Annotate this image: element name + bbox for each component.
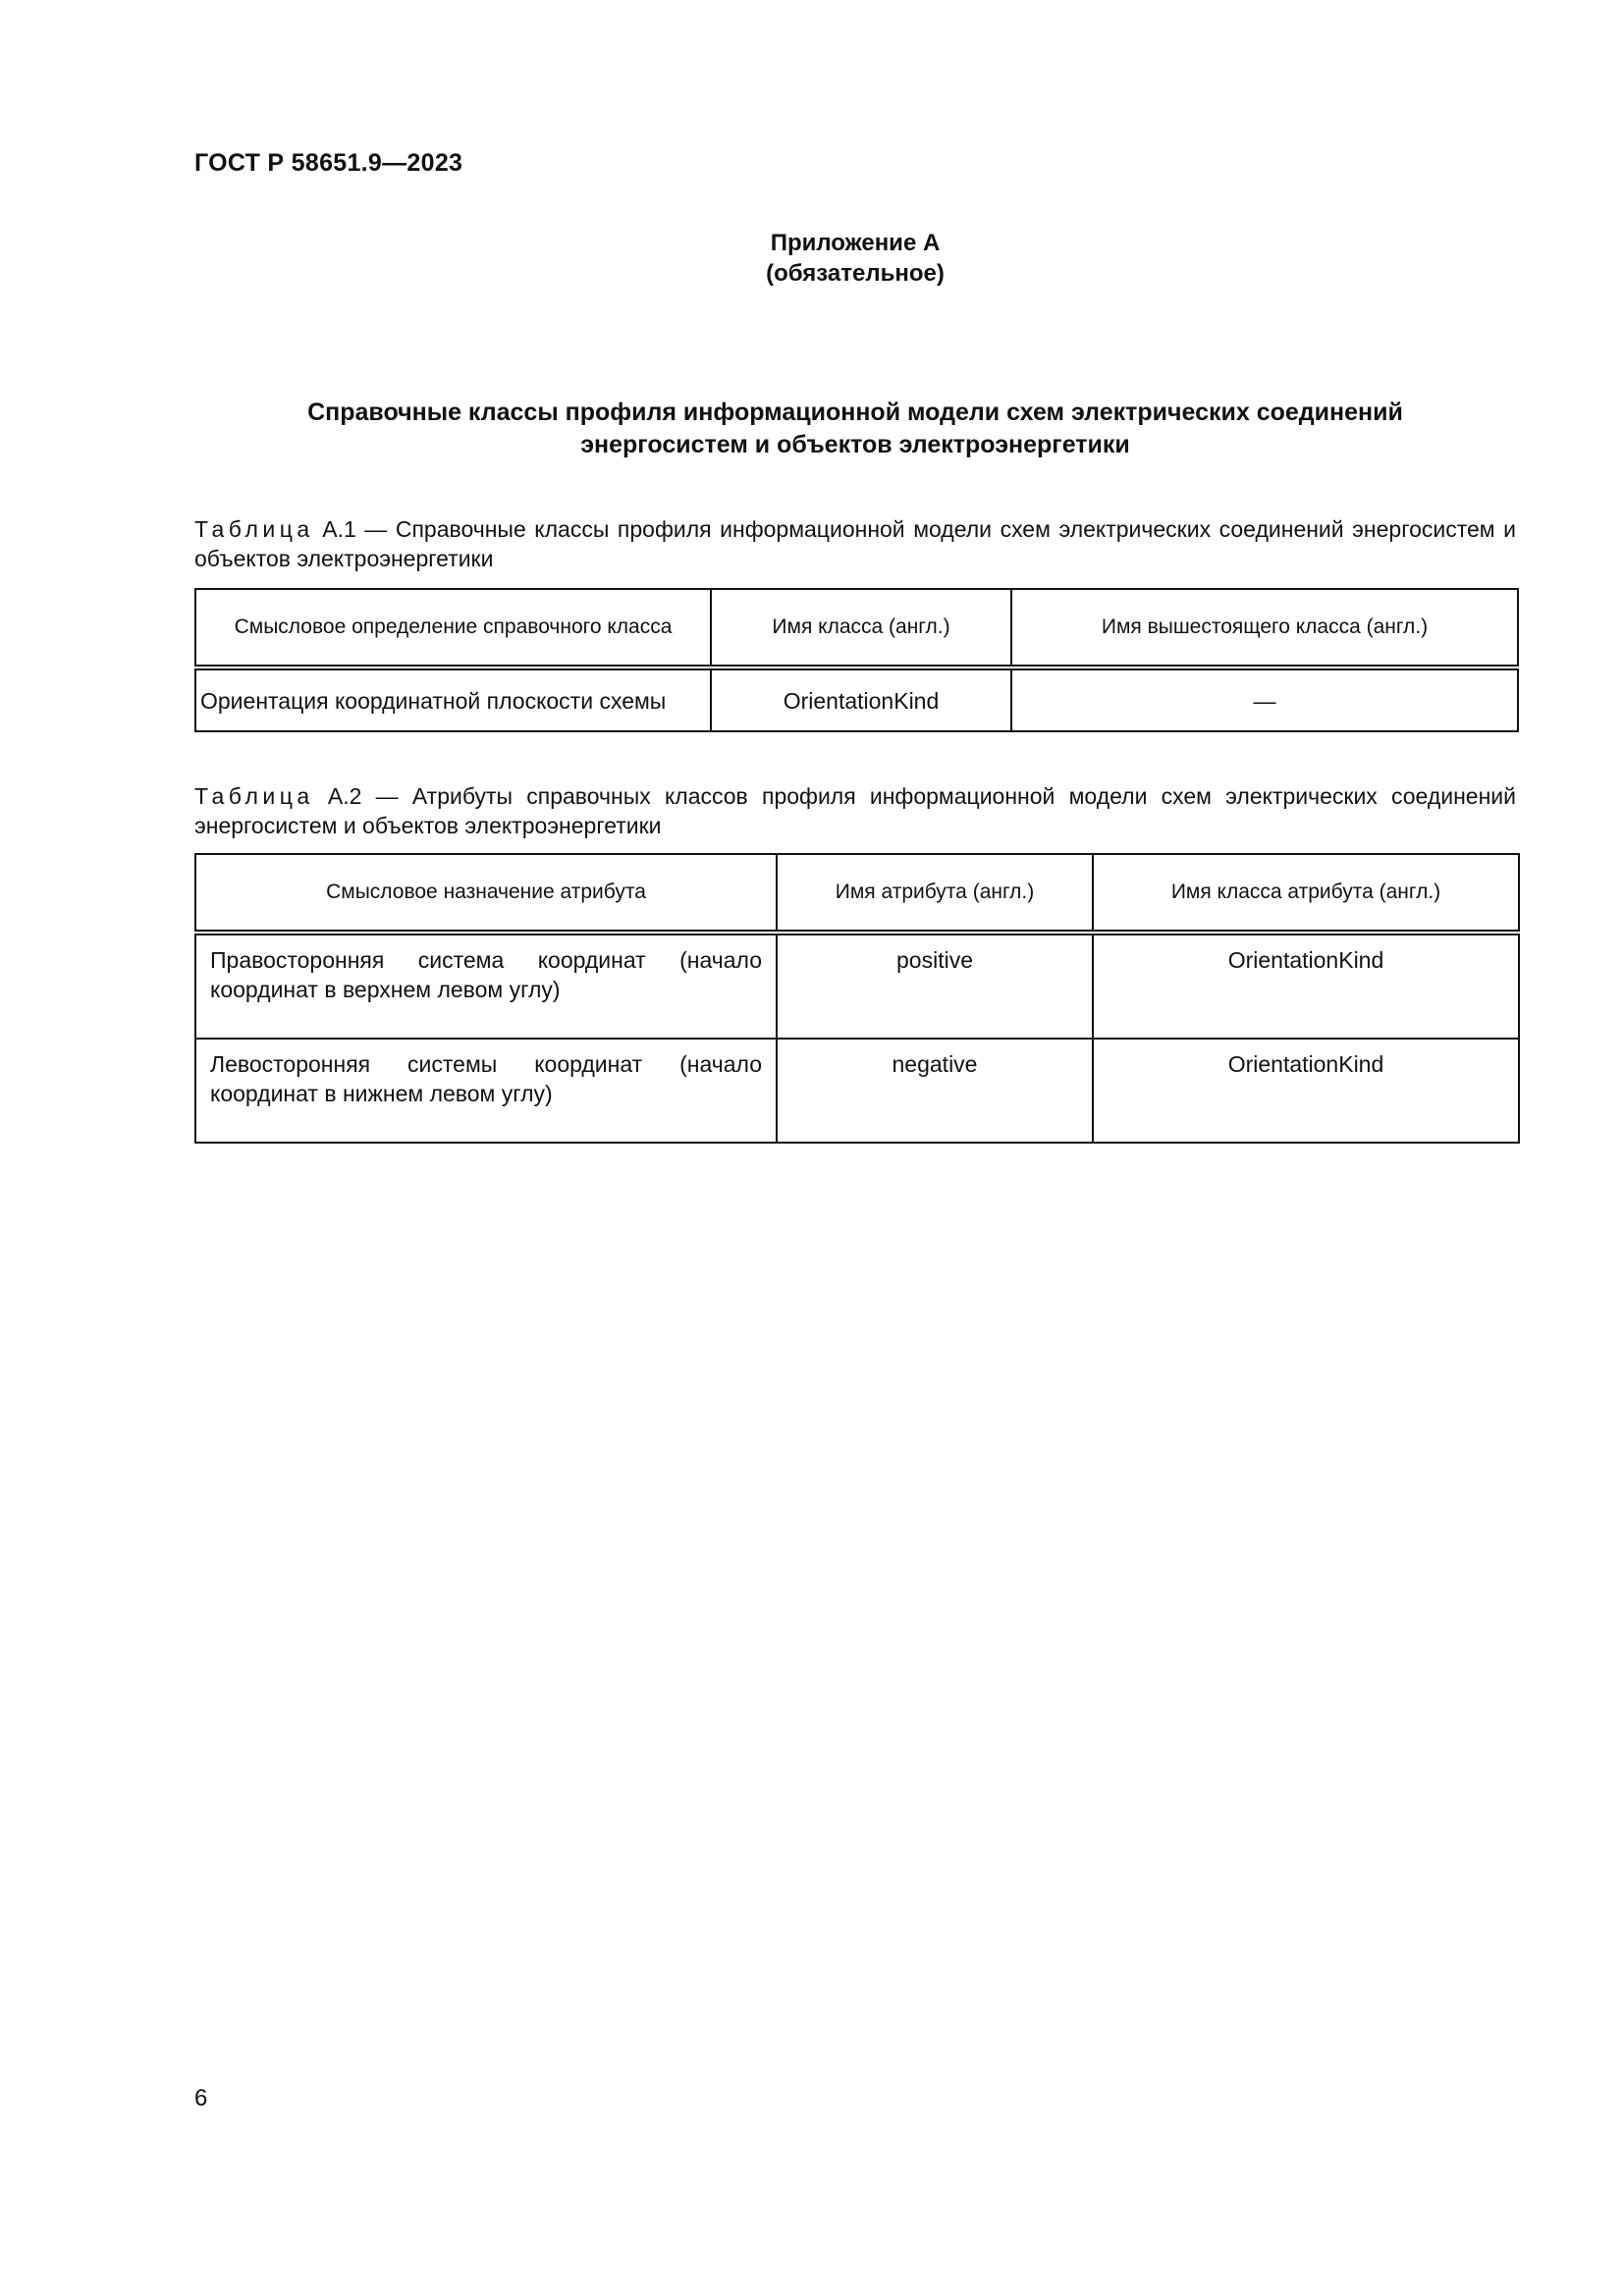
appendix-title: Приложение А <box>770 230 941 256</box>
table1-caption-text: А.1 — Справочные классы профиля информационной модели схем электрических соединений энергосистем и объектов электроэнергетики <box>194 516 1516 571</box>
section-title <box>194 397 1516 461</box>
table2-caption-text: А.2 — Атрибуты справочных классов профиля информационной модели схем электрических соединений энергосистем и объектов электроэнергетики <box>194 783 1516 838</box>
table-cell: OrientationKind <box>1093 933 1519 1039</box>
table-cell: Левосторонняя системы координат (начало координат в нижнем левом углу) <box>195 1039 777 1143</box>
table-row <box>195 1039 1519 1143</box>
table-row <box>195 933 1519 1039</box>
table2-header-cell: Смысловое назначение атрибута <box>195 854 777 933</box>
table1-header-cell: Имя класса (англ.) <box>711 589 1011 667</box>
table1-caption <box>194 514 1516 573</box>
table1-header-row <box>195 589 1518 667</box>
table-cell: Ориентация координатной плоскости схемы <box>195 667 711 731</box>
table-cell: positive <box>777 933 1093 1039</box>
table2-header-cell: Имя класса атрибута (англ.) <box>1093 854 1519 933</box>
appendix-status: (обязательное) <box>766 260 945 287</box>
page-number: 6 <box>194 2085 208 2111</box>
table1-header-cell: Смысловое определение справочного класса <box>195 589 711 667</box>
appendix-heading <box>194 228 1516 289</box>
table-row <box>195 667 1518 731</box>
table1-header-cell: Имя вышестоящего класса (англ.) <box>1011 589 1518 667</box>
table2 <box>194 853 1520 1144</box>
section-title-line-1: Справочные классы профиля информационной модели схем электрических соединений <box>307 399 1403 426</box>
table-cell: OrientationKind <box>711 667 1011 731</box>
table1 <box>194 588 1519 732</box>
table2-caption <box>194 781 1516 840</box>
table2-caption-label: Таблица <box>194 783 314 809</box>
table-cell: negative <box>777 1039 1093 1143</box>
table2-header-row <box>195 854 1519 933</box>
section-title-line-2: энергосистем и объектов электроэнергетики <box>580 431 1130 458</box>
table1-caption-label: Таблица <box>194 516 314 542</box>
document-code: ГОСТ Р 58651.9—2023 <box>194 149 463 177</box>
table-cell: OrientationKind <box>1093 1039 1519 1143</box>
table2-header-cell: Имя атрибута (англ.) <box>777 854 1093 933</box>
table-cell: — <box>1011 667 1518 731</box>
table-cell: Правосторонняя система координат (начало координат в верхнем левом углу) <box>195 933 777 1039</box>
